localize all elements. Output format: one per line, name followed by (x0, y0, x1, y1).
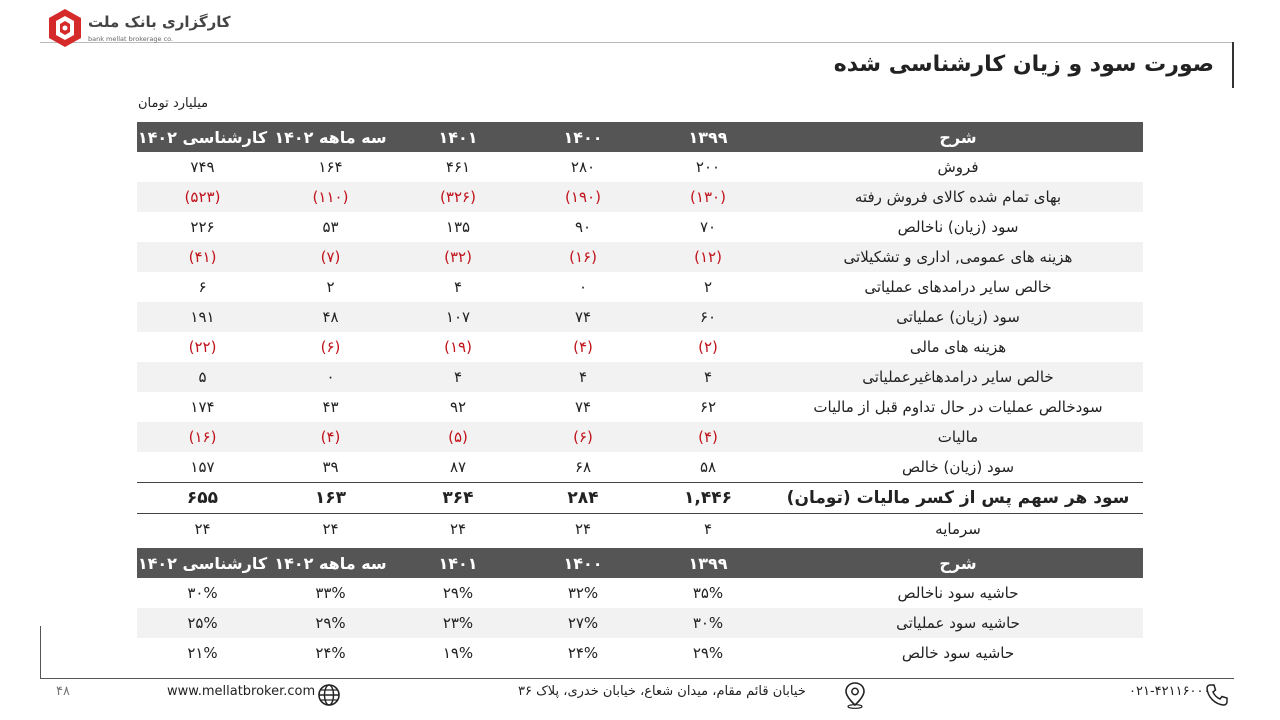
table-cell: ۱۹% (442, 644, 474, 662)
table-cell: (۵) (393, 422, 523, 452)
row-label: سودخالص عملیات در حال تداوم قبل از مالیات (813, 398, 1103, 416)
website-link[interactable]: www.mellatbroker.com (167, 684, 316, 699)
table-cell: (۴۱) (137, 242, 268, 272)
table-cell: ۶۰ (643, 302, 773, 332)
table-cell: (۴) (573, 338, 593, 356)
row-label: فروش (937, 158, 979, 176)
table-cell: ۴۳ (322, 398, 339, 416)
table-cell: ۲۰۰ (695, 158, 721, 176)
unit-label: میلیارد تومان (138, 96, 209, 111)
table-row (137, 152, 1143, 182)
table-cell: ۷۴۹ (190, 158, 215, 176)
row-label: حاشیه سود عملیاتی (773, 608, 1143, 638)
table-cell: ۳۳% (315, 584, 346, 602)
table-cell: ۰ (268, 362, 393, 392)
phone-number: ۰۲۱-۴۲۱۱۶۰۰۰ (1129, 684, 1211, 699)
table-row (137, 332, 1143, 362)
row-label: بهای تمام شده کالای فروش رفته (773, 182, 1143, 212)
column-header: ۱۴۰۰ (523, 122, 643, 152)
table-row (137, 392, 1143, 422)
table-cell: ۲۴% (315, 644, 346, 662)
table-cell: ۹۲ (449, 398, 467, 416)
table-cell: (۱۳۰) (643, 182, 773, 212)
row-label: خالص سایر درامدهاغیرعملیاتی (773, 362, 1143, 392)
row-label: حاشیه سود ناخالص (897, 584, 1019, 602)
table-row (137, 212, 1143, 242)
table-cell: ۱۹۱ (137, 302, 268, 332)
row-label: خالص سایر درامدهای عملیاتی (864, 278, 1052, 296)
column-header: شرح (773, 548, 1143, 578)
column-header: کارشناسی ۱۴۰۲ (137, 548, 268, 578)
row-label: هزینه های مالی (909, 338, 1007, 356)
table-cell: ۴ (703, 520, 713, 538)
row-label: سود (زیان) خالص (901, 458, 1015, 476)
logo-name-fa: کارگزاری بانک ملت (88, 13, 231, 31)
table-cell: ۷۴ (574, 398, 592, 416)
page-number: ۴۸ (56, 684, 70, 699)
company-logo (46, 8, 231, 48)
column-header: سه ماهه ۱۴۰۲ (268, 122, 393, 152)
table-cell: (۱۹) (444, 338, 472, 356)
table-cell: ۱۶۴ (318, 158, 343, 176)
table-cell: ۴۸ (268, 302, 393, 332)
table-cell: ۲۹% (442, 584, 474, 602)
table-cell: ۲۵% (137, 608, 268, 638)
table-row (137, 452, 1143, 483)
table-cell: ۲۹% (268, 608, 393, 638)
table-row (137, 362, 1143, 392)
margins-table (137, 548, 1143, 668)
table-cell: ۳۰% (643, 608, 773, 638)
table-cell: ۲۴ (322, 520, 339, 538)
table-cell: (۱۶) (523, 242, 643, 272)
table-cell: ۲۴ (194, 520, 211, 538)
table-cell: ۰ (578, 278, 588, 296)
logo-name-en: bank mellat brokerage co. (88, 35, 174, 43)
column-header: ۱۴۰۱ (393, 548, 523, 578)
table-cell: ۴ (643, 362, 773, 392)
column-header: سه ماهه ۱۴۰۲ (268, 548, 393, 578)
phone-icon (1204, 682, 1230, 708)
table-row (137, 638, 1143, 668)
table-row (137, 483, 1143, 514)
table-cell: (۲۲) (188, 338, 217, 356)
table-cell: ۳۹ (322, 458, 339, 476)
table-cell: (۴) (643, 422, 773, 452)
table-row (137, 608, 1143, 638)
table-cell: (۷) (268, 242, 393, 272)
table-cell: ۴ (393, 362, 523, 392)
table-cell: ۲۹% (692, 644, 724, 662)
table-cell: ۱۶۳ (268, 483, 393, 514)
row-label: حاشیه سود خالص (901, 644, 1015, 662)
table-cell: ۱۵۷ (190, 458, 215, 476)
table-cell: ۱۳۵ (445, 218, 471, 236)
table-cell: ۲۸۴ (523, 483, 643, 514)
table-cell: ۳۶۴ (393, 483, 523, 514)
table-cell: ۲ (703, 278, 713, 296)
table-row (137, 182, 1143, 212)
table-cell: ۵۳ (322, 218, 339, 236)
table-cell: (۳۲) (393, 242, 523, 272)
table-cell: ۷۰ (699, 218, 717, 236)
column-header: ۱۴۰۰ (523, 548, 643, 578)
page-title: صورت سود و زیان کارشناسی شده (833, 52, 1214, 77)
table-cell: ۴ (523, 362, 643, 392)
table-row (137, 514, 1143, 545)
table-header-row (137, 122, 1143, 152)
table-cell: ۱,۴۴۶ (643, 483, 773, 514)
table-cell: (۱۱۰) (268, 182, 393, 212)
table-cell: ۳۲% (567, 584, 599, 602)
row-label: سود هر سهم پس از کسر مالیات (تومان) (773, 483, 1143, 514)
row-label: سود (زیان) عملیاتی (773, 302, 1143, 332)
frame-right-line (1232, 42, 1234, 88)
table-row (137, 422, 1143, 452)
table-cell: (۶) (523, 422, 643, 452)
table-cell: ۵ (137, 362, 268, 392)
address-text: خیابان قائم مقام، میدان شعاع، خیابان خدری، پلاک ۳۶ (518, 684, 806, 699)
frame-bottom-line (40, 678, 1234, 679)
globe-icon (317, 683, 341, 707)
table-cell: (۱۶) (137, 422, 268, 452)
table-cell: (۱۲) (643, 242, 773, 272)
table-cell: ۶۲ (699, 398, 717, 416)
location-pin-icon (843, 681, 867, 709)
table-cell: ۱۰۷ (393, 302, 523, 332)
table-cell: ۲۴ (574, 520, 592, 538)
table-cell: ۹۰ (574, 218, 592, 236)
table-cell: (۲) (698, 338, 718, 356)
table-row (137, 272, 1143, 302)
table-cell: ۲۲۶ (190, 218, 215, 236)
table-cell: ۷۴ (523, 302, 643, 332)
table-row (137, 578, 1143, 608)
table-cell: (۵۲۳) (137, 182, 268, 212)
table-cell: (۶) (320, 338, 341, 356)
frame-left-line (40, 626, 41, 678)
table-header-row (137, 548, 1143, 578)
table-cell: ۲۱% (187, 644, 218, 662)
column-header: ۱۳۹۹ (643, 122, 773, 152)
table-cell: ۶۵۵ (137, 483, 268, 514)
column-header: ۱۴۰۱ (393, 122, 523, 152)
table-cell: ۲ (326, 278, 335, 296)
table-cell: (۴) (268, 422, 393, 452)
column-header: کارشناسی ۱۴۰۲ (137, 122, 268, 152)
table-cell: ۱۷۴ (190, 398, 215, 416)
table-cell: ۶۸ (574, 458, 592, 476)
table-cell: ۴۶۱ (445, 158, 471, 176)
row-label: هزینه های عمومی, اداری و تشکیلاتی (773, 242, 1143, 272)
table-cell: ۳۰% (187, 584, 218, 602)
table-cell: ۲۴ (449, 520, 467, 538)
table-cell: ۴ (453, 278, 463, 296)
table-row (137, 242, 1143, 272)
table-cell: (۳۲۶) (393, 182, 523, 212)
table-cell: ۲۳% (393, 608, 523, 638)
table-cell: (۱۹۰) (523, 182, 643, 212)
table-cell: ۲۸۰ (570, 158, 596, 176)
logo-mark-icon (46, 8, 84, 48)
table-cell: ۸۷ (449, 458, 467, 476)
row-label: سود (زیان) ناخالص (897, 218, 1019, 236)
income-statement-table (137, 122, 1143, 544)
column-header: ۱۳۹۹ (643, 548, 773, 578)
table-cell: ۳۵% (692, 584, 724, 602)
table-cell: ۶ (198, 278, 207, 296)
table-cell: ۲۷% (523, 608, 643, 638)
column-header: شرح (773, 122, 1143, 152)
table-row (137, 302, 1143, 332)
row-label: سرمایه (935, 520, 981, 538)
table-cell: ۲۴% (567, 644, 599, 662)
table-cell: ۵۸ (699, 458, 717, 476)
row-label: مالیات (773, 422, 1143, 452)
